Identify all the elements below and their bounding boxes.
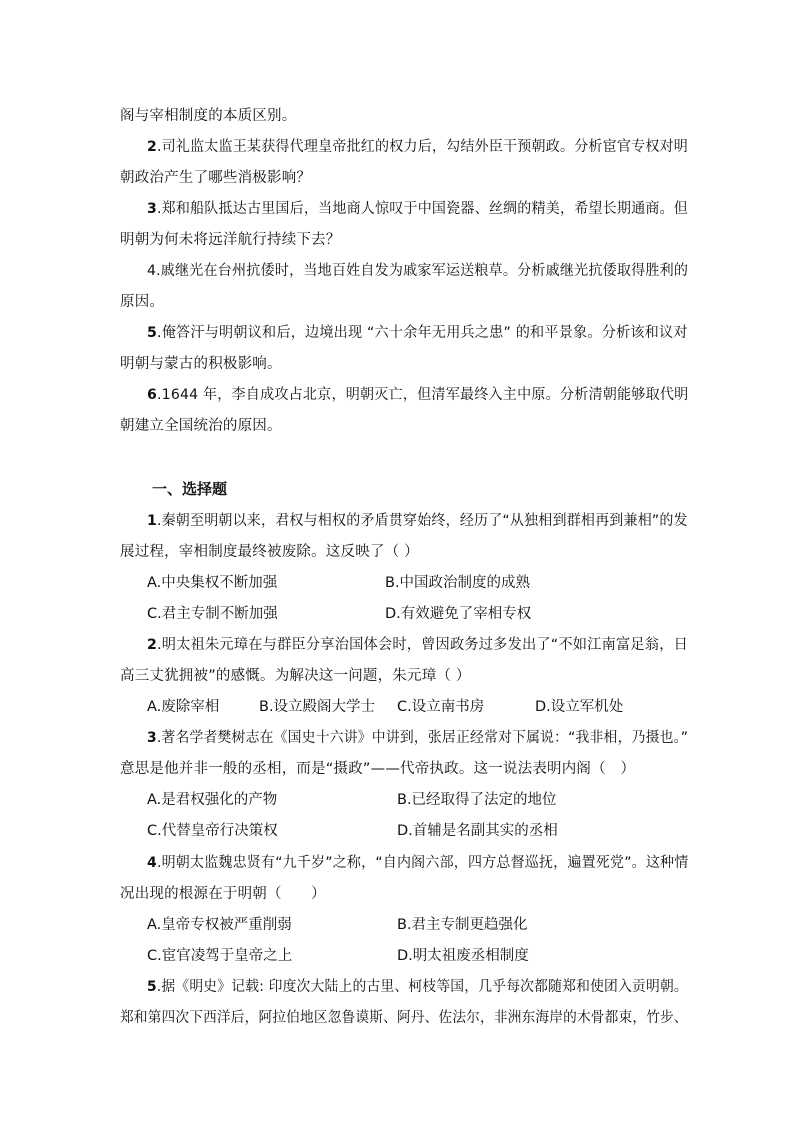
question-number: 3 xyxy=(147,201,157,217)
question-text: .1644 年，李自成攻占北京，明朝灭亡，但清军最终入主中原。分析清朝能够取代明 xyxy=(157,387,689,403)
option-b: B.中国政治制度的成熟 xyxy=(385,575,531,591)
option-c: C.设立南书房 xyxy=(397,699,485,715)
choice-q5-line1 xyxy=(147,975,688,996)
choice-q4-line2: 况出现的根源在于明朝（ ） xyxy=(120,886,326,902)
analysis-q2-line2: 朝政治产生了哪些消极影响？ xyxy=(120,170,312,186)
option-b: B.君主专制更趋强化 xyxy=(397,917,528,933)
analysis-q4-line2: 原因。 xyxy=(120,294,165,310)
option-a: A.皇帝专权被严重削弱 xyxy=(147,917,292,933)
analysis-q5-line1 xyxy=(147,321,688,342)
carryover-line: 阁与宰相制度的本质区别。 xyxy=(120,108,297,124)
analysis-q2-line1 xyxy=(147,135,688,156)
question-number: 2 xyxy=(147,637,158,653)
question-text: .据《明史》记载: 印度次大陆上的古里、柯枝等国，几乎每次都随郑和使团入贡明朝。 xyxy=(156,979,688,995)
question-text: .秦朝至明朝以来，君权与相权的矛盾贯穿始终，经历了“从独相到群相再到兼相”的发 xyxy=(156,513,688,529)
choice-q2-line2: 高三丈犹拥被”的感慨。为解决这一问题，朱元璋（ ） xyxy=(120,668,471,684)
option-c: C.君主专制不断加强 xyxy=(147,606,278,622)
question-text: .司礼监太监王某获得代理皇帝批红的权力后，勾结外臣干预朝政。分析宦官专权对明 xyxy=(156,139,689,155)
option-a: A.废除宰相 xyxy=(147,699,220,715)
question-number: 1 xyxy=(147,513,157,529)
analysis-q3-line2: 明朝为何未将远洋航行持续下去？ xyxy=(120,232,341,248)
option-d: D.有效避免了宰相专权 xyxy=(385,606,532,622)
choice-q2-line1 xyxy=(147,633,688,654)
question-number: 2 xyxy=(147,139,157,155)
choice-q5-line2: 郑和第四次下西洋后，阿拉伯地区忽鲁谟斯、阿丹、佐法尔，非洲东海岸的木骨都束，竹步、 xyxy=(120,1010,688,1026)
analysis-q6-line2: 朝建立全国统治的原因。 xyxy=(120,418,282,434)
option-c: C.代替皇帝行决策权 xyxy=(147,823,278,839)
choice-q3-line1 xyxy=(147,726,688,747)
choice-q1-line1 xyxy=(147,509,688,530)
question-text: .郑和船队抵达古里国后，当地商人惊叹于中国瓷器、丝绸的精美，希望长期通商。但 xyxy=(156,201,689,217)
option-d: D.设立军机处 xyxy=(535,699,624,715)
question-text: .俺答汗与明朝议和后，边境出现 “六十余年无用兵之患” 的和平景象。分析该和议对 xyxy=(157,325,688,341)
question-number: 6 xyxy=(147,387,158,403)
analysis-q6-line1 xyxy=(147,383,688,404)
question-number: 4 xyxy=(147,855,157,871)
question-text: .明太祖朱元璋在与群臣分享治国体会时，曾因政务过多发出了“不如江南富足翁，日 xyxy=(157,637,689,653)
option-b: B.设立殿阁大学士 xyxy=(259,699,376,715)
question-number: 3 xyxy=(147,730,157,746)
option-d: D.明太祖废丞相制度 xyxy=(397,948,529,964)
question-number: 5 xyxy=(147,979,157,995)
analysis-q4-line1: 4.戚继光在台州抗倭时，当地百姓自发为戚家军运送粮草。分析戚继光抗倭取得胜利的 xyxy=(147,263,689,279)
question-number: 5 xyxy=(147,325,158,341)
choice-q4-line1 xyxy=(147,851,688,872)
option-d: D.首辅是名副其实的丞相 xyxy=(397,823,558,839)
choice-q3-line2: 意思是他并非一般的丞相，而是“摄政”——代帝执政。这一说法表明内阁（ ） xyxy=(120,761,636,777)
analysis-q3-line1 xyxy=(147,197,688,218)
choice-q1-line2: 展过程，宰相制度最终被废除。这反映了（ ） xyxy=(120,544,419,560)
option-a: A.是君权强化的产物 xyxy=(147,792,278,808)
option-b: B.已经取得了法定的地位 xyxy=(397,792,557,808)
analysis-q5-line2: 明朝与蒙古的积极影响。 xyxy=(120,356,282,372)
option-c: C.宦官凌驾于皇帝之上 xyxy=(147,948,293,964)
question-text: .明朝太监魏忠贤有“九千岁”之称，“自内阁六部，四方总督巡抚，遍置死党”。这种情 xyxy=(156,855,689,871)
question-text: .著名学者樊树志在《国史十六讲》中讲到，张居正经常对下属说：“我非相，乃摄也。” xyxy=(156,730,689,746)
option-a: A.中央集权不断加强 xyxy=(147,575,278,591)
section-title: 一、选择题 xyxy=(152,480,228,498)
